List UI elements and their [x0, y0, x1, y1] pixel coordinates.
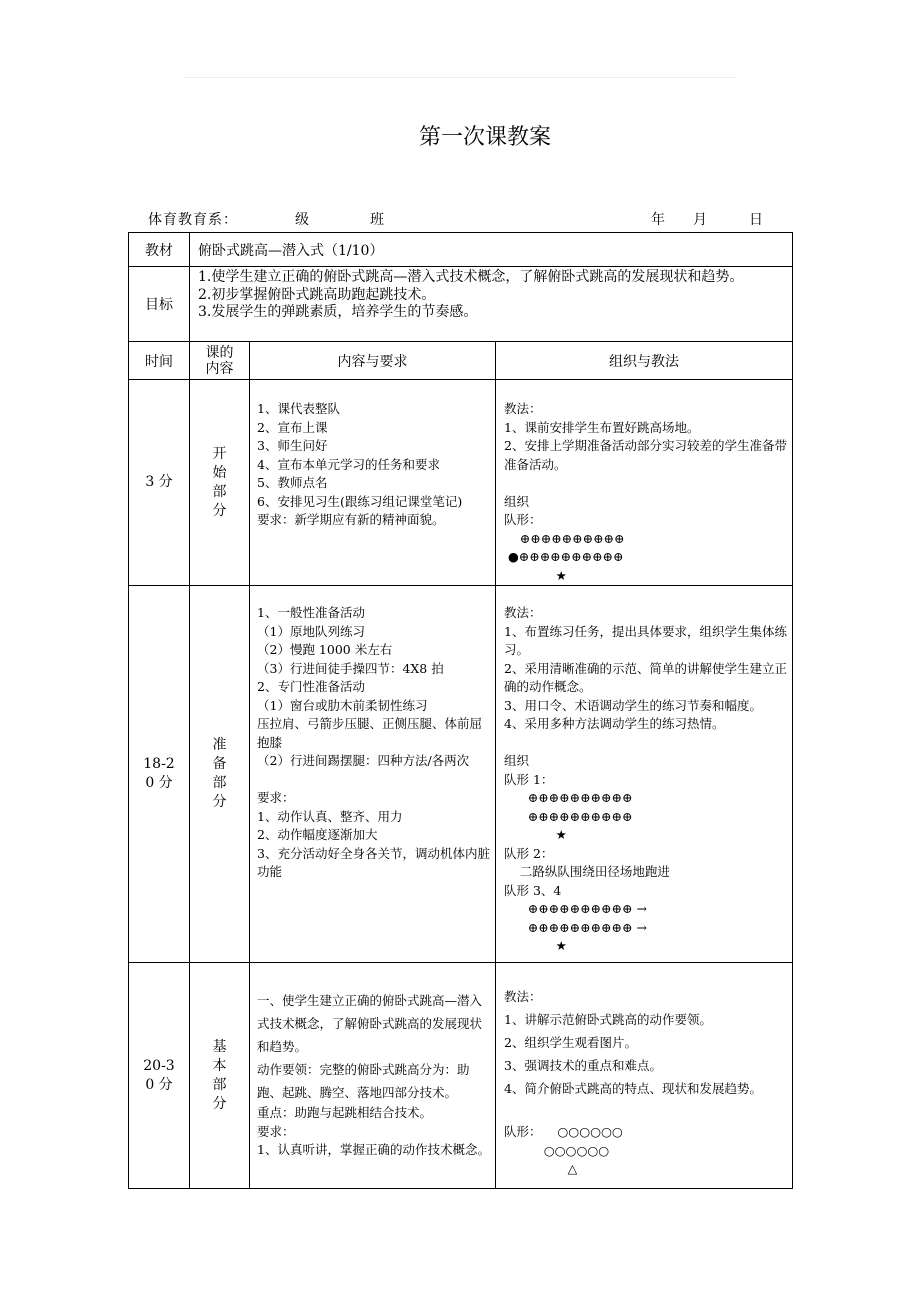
page-title: 第一次课教案	[418, 125, 551, 150]
lesson-plan-table	[128, 232, 793, 1189]
content-line: 一、使学生建立正确的俯卧式跳高—潜入式技术概念，了解俯卧式跳高的发展现状和趋势。	[257, 993, 483, 1054]
org-line: 二路纵队围绕田径场地跑进	[504, 864, 670, 879]
teacher-triangle: △	[504, 1161, 578, 1176]
goal-item: 2.初步掌握俯卧式跳高助跑起跳技术。	[198, 286, 436, 303]
goal-list	[190, 267, 793, 342]
header-day: 日	[749, 212, 764, 228]
content-line: （1）窗台或肋木前柔韧性练习	[257, 697, 428, 713]
content-line: 4、宣布本单元学习的任务和要求	[257, 456, 440, 472]
teacher-star: ★	[504, 938, 567, 953]
col-lesson-line: 内容	[205, 360, 234, 377]
formation-row: ⊕⊕⊕⊕⊕⊕⊕⊕⊕⊕ →	[504, 901, 648, 916]
section-time-line: 0 分	[145, 775, 173, 791]
header-class: 班	[370, 212, 385, 228]
section-time-line: 18-2	[143, 756, 175, 772]
header-year: 年	[651, 212, 666, 228]
org-line	[504, 474, 790, 493]
section-part	[190, 380, 250, 586]
org-line: 1、布置练习任务，提出具体要求，组织学生集体练习。	[504, 623, 787, 657]
content-line: 压拉肩、弓箭步压腿、正侧压腿、体前屈抱膝	[257, 716, 483, 750]
org-line: 3、强调技术的重点和难点。	[504, 1058, 662, 1073]
content-line: 1、课代表整队	[257, 401, 340, 416]
section-row	[129, 380, 793, 586]
content-line: （2）慢跑 1000 米左右	[257, 642, 393, 657]
content-line: 2、专门性准备活动	[257, 679, 365, 694]
section-part	[190, 586, 250, 963]
org-line: 教法：	[504, 605, 542, 620]
content-line: 6、安排见习生(跟练习组记课堂笔记)	[257, 493, 463, 509]
formation-row: ●⊕⊕⊕⊕⊕⊕⊕⊕⊕⊕	[504, 549, 624, 564]
section-time-line: 0 分	[145, 1076, 173, 1093]
section-row	[129, 963, 793, 1189]
section-content	[250, 963, 496, 1189]
section-content	[250, 586, 496, 963]
material-value: 俯卧式跳高—潜入式（1/10）	[190, 233, 793, 267]
section-time	[129, 963, 190, 1189]
section-row	[129, 586, 793, 963]
content-line: 1、一般性准备活动	[257, 605, 365, 620]
content-line: 要求：新学期应有新的精神面貌。	[257, 512, 445, 527]
org-line: 1、课前安排学生布置好跳高场地。	[504, 419, 700, 435]
content-line: 2、宣布上课	[257, 419, 328, 435]
header-month: 月	[693, 212, 708, 228]
org-line: 4、采用多种方法调动学生的练习热情。	[504, 716, 725, 731]
section-org	[496, 380, 793, 586]
goal-item: 1.使学生建立正确的俯卧式跳高—潜入式技术概念，了解俯卧式跳高的发展现状和趋势。	[198, 269, 744, 285]
part-char: 部	[212, 483, 227, 500]
teacher-star: ★	[504, 567, 567, 583]
formation-row: 队形： ○○○○○○	[504, 1124, 623, 1139]
part-char: 分	[212, 1095, 227, 1112]
org-line: 组织	[504, 753, 530, 768]
content-line: 要求：	[257, 1123, 295, 1139]
part-char: 部	[212, 1076, 227, 1093]
content-line: 1、认真听讲，掌握正确的动作技术概念。	[257, 1142, 490, 1157]
section-part	[190, 963, 250, 1189]
part-char: 始	[212, 464, 227, 481]
goal-label: 目标	[129, 267, 190, 342]
header-grade: 级	[295, 212, 310, 228]
material-row	[129, 233, 793, 267]
goal-item: 3.发展学生的弹跳素质，培养学生的节奏感。	[198, 304, 478, 320]
top-rule	[185, 77, 735, 78]
content-line: 2、动作幅度逐渐加大	[257, 827, 378, 842]
section-org	[496, 586, 793, 963]
formation-row: ⊕⊕⊕⊕⊕⊕⊕⊕⊕⊕	[504, 790, 633, 805]
org-line: 队形 3、4	[504, 882, 562, 898]
org-line: 2、采用清晰准确的示范、简单的讲解使学生建立正确的动作概念。	[504, 660, 787, 694]
col-org: 组织与教法	[496, 342, 793, 380]
formation-row: ⊕⊕⊕⊕⊕⊕⊕⊕⊕⊕ →	[504, 919, 648, 935]
section-time-line: 20-3	[143, 1057, 175, 1074]
goal-row	[129, 267, 793, 342]
formation-row: ○○○○○○	[504, 1142, 610, 1158]
col-content: 内容与要求	[250, 342, 496, 380]
content-line: 5、教师点名	[257, 475, 328, 490]
part-char: 分	[212, 794, 227, 810]
col-lesson-line: 课的	[205, 344, 234, 361]
section-time	[129, 586, 190, 963]
section-org	[496, 963, 793, 1189]
content-line: （2）行进间踢摆腿：四种方法/各两次	[257, 753, 470, 768]
part-char: 本	[212, 1057, 227, 1074]
org-line: 队形：	[504, 512, 542, 527]
teacher-star: ★	[504, 827, 567, 842]
content-line: 3、充分活动好全身各关节，调动机体内脏功能	[257, 845, 490, 879]
org-line: 教法：	[504, 401, 542, 416]
org-line: 4、简介俯卧式跳高的特点、现状和发展趋势。	[504, 1081, 762, 1096]
org-line	[504, 734, 790, 753]
section-time	[129, 380, 190, 586]
section-content	[250, 380, 496, 586]
org-line: 队形 1：	[504, 771, 554, 787]
content-line: 3、师生问好	[257, 438, 328, 453]
formation-row: ⊕⊕⊕⊕⊕⊕⊕⊕⊕⊕	[504, 808, 633, 824]
org-line: 2、组织学生观看图片。	[504, 1035, 637, 1050]
part-char: 准	[212, 737, 227, 753]
col-time: 时间	[129, 342, 190, 380]
part-char: 备	[212, 756, 227, 772]
part-char: 分	[212, 502, 227, 519]
formation-row: ⊕⊕⊕⊕⊕⊕⊕⊕⊕⊕	[504, 530, 625, 546]
header-dept: 体育教育系：	[148, 212, 238, 228]
material-label: 教材	[129, 233, 190, 267]
content-line: 动作要领：完整的俯卧式跳高分为：助跑、起跳、腾空、落地四部分技术。	[257, 1062, 470, 1100]
content-line	[257, 771, 491, 790]
content-line: 要求：	[257, 790, 295, 805]
content-line: （1）原地队列练习	[257, 623, 365, 639]
org-line: 队形 2：	[504, 845, 554, 861]
org-line: 2、安排上学期准备活动部分实习较差的学生准备带准备活动。	[504, 438, 787, 472]
part-char: 部	[212, 775, 227, 791]
org-line	[504, 1100, 790, 1123]
org-line: 组织	[504, 493, 530, 509]
section-time-line: 3 分	[145, 474, 173, 490]
org-line: 3、用口令、术语调动学生的练习节奏和幅度。	[504, 697, 762, 713]
org-line: 教法：	[504, 989, 542, 1004]
content-line: 1、动作认真、整齐、用力	[257, 808, 403, 824]
part-char: 基	[212, 1038, 227, 1055]
column-header-row	[129, 342, 793, 380]
org-line: 1、讲解示范俯卧式跳高的动作要领。	[504, 1012, 712, 1027]
part-char: 开	[212, 445, 227, 462]
content-line: 重点：助跑与起跳相结合技术。	[257, 1105, 433, 1120]
col-lesson	[190, 342, 250, 380]
content-line: （3）行进间徒手操四节：4X8 拍	[257, 660, 444, 676]
